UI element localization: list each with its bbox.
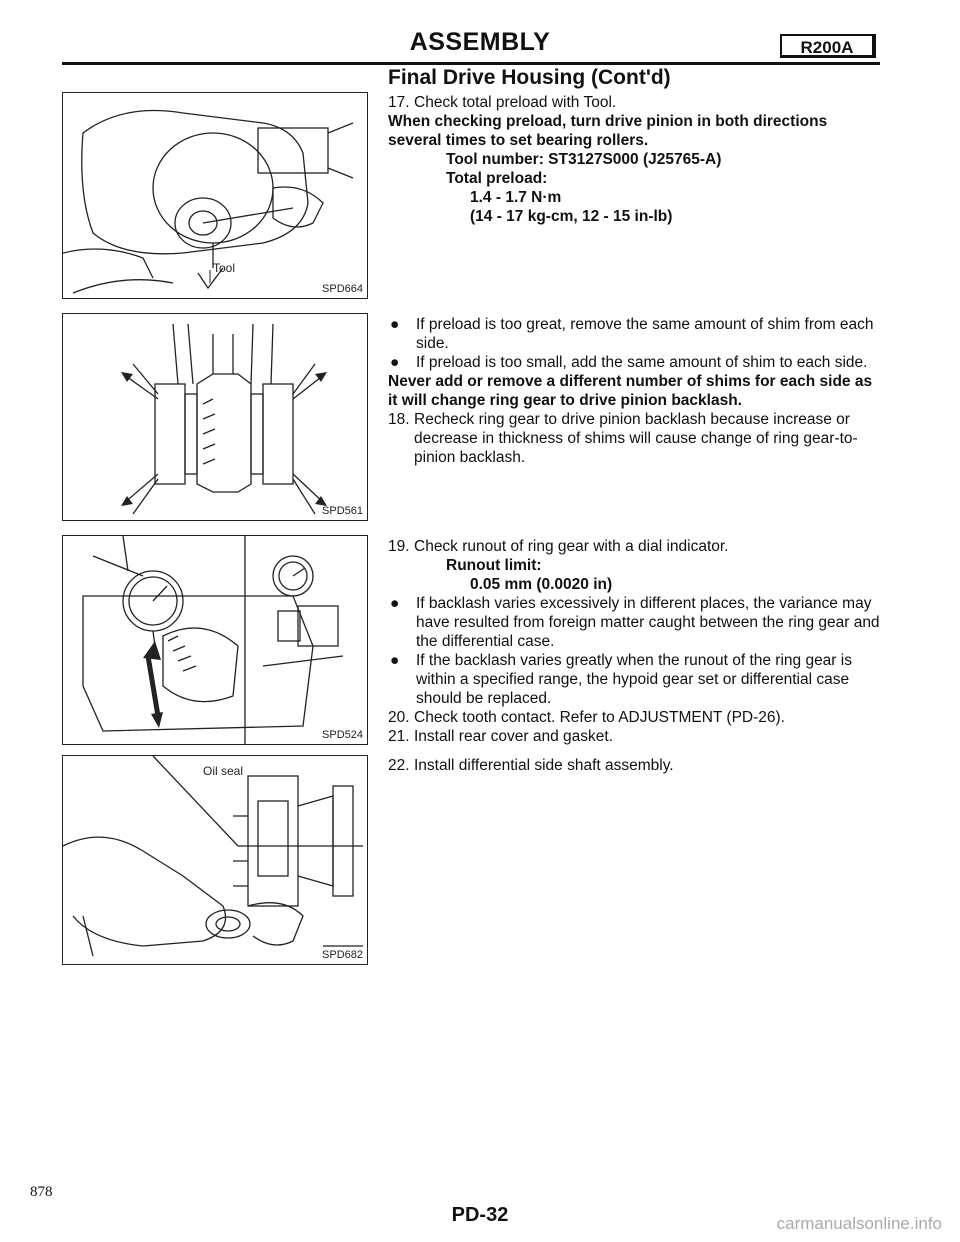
total-preload-value: 1.4 - 1.7 N·m	[470, 189, 562, 206]
step-text: Install rear cover and gasket.	[414, 728, 614, 745]
step-number: 18.	[388, 411, 410, 428]
bullet-dot-icon: ●	[390, 595, 400, 612]
figure-spd561	[62, 313, 368, 521]
figure-spd682	[62, 755, 368, 965]
runout-limit-label: Runout limit:	[446, 557, 542, 574]
shim-adjustment-illustration	[63, 314, 367, 520]
step-17	[388, 93, 880, 112]
step-22	[388, 756, 880, 775]
figure-code: SPD524	[322, 729, 363, 741]
runout-limit-value: 0.05 mm (0.0020 in)	[470, 576, 613, 593]
page-number: 878	[30, 1184, 53, 1200]
figure-code: SPD664	[322, 283, 363, 295]
total-preload-alt: (14 - 17 kg-cm, 12 - 15 in-lb)	[470, 208, 673, 225]
bullet-text: If preload is too small, add the same amount of shim to each side.	[416, 354, 868, 371]
step-number: 22.	[388, 757, 410, 774]
step-text: Check runout of ring gear with a dial indicator.	[414, 538, 729, 555]
bullet-text: If preload is too great, remove the same amount of shim from each side.	[416, 316, 874, 352]
bullet-item	[388, 353, 880, 372]
bullet-dot-icon: ●	[390, 652, 400, 669]
step-number: 21.	[388, 728, 410, 745]
model-badge: R200A	[780, 34, 876, 58]
step-text: Check total preload with Tool.	[414, 94, 617, 111]
tool-number: Tool number: ST3127S000 (J25765-A)	[446, 151, 722, 168]
step-text: Install differential side shaft assembly.	[414, 757, 674, 774]
preload-note: When checking preload, turn drive pinion in both directions several times to set bearing rollers.	[388, 113, 828, 149]
watermark: carmanualsonline.info	[776, 1214, 942, 1233]
bullet-dot-icon: ●	[390, 354, 400, 371]
total-preload-label: Total preload:	[446, 170, 548, 187]
step-19	[388, 537, 880, 556]
dial-indicator-runout-illustration	[63, 536, 367, 744]
bullet-item	[388, 651, 880, 708]
shim-adjustment-block	[388, 315, 880, 467]
bullet-text: If backlash varies excessively in different places, the variance may have resulted from foreign matter caught between the ring gear and the differential case.	[416, 595, 880, 650]
bullet-dot-icon: ●	[390, 316, 400, 333]
figure-label-oil-seal: Oil seal	[203, 764, 244, 778]
figure-spd524	[62, 535, 368, 745]
bullet-text: If the backlash varies greatly when the runout of the ring gear is within a specified range, the hypoid gear set or differential case should be replaced.	[416, 652, 852, 707]
page-header-title: ASSEMBLY	[409, 28, 551, 56]
step-21	[388, 727, 880, 746]
figure-spd664	[62, 92, 368, 299]
step-number: 19.	[388, 538, 410, 555]
side-shaft-block	[388, 756, 880, 775]
bullet-item	[388, 594, 880, 651]
section-title: Final Drive Housing (Cont'd)	[388, 66, 671, 89]
shim-warning: Never add or remove a different number of shims for each side as it will change ring gear to drive pinion backlash.	[388, 373, 873, 409]
page-code: PD-32	[451, 1204, 509, 1226]
step-18	[388, 410, 880, 467]
figure-label-tool: Tool	[213, 261, 236, 275]
runout-block	[388, 537, 880, 746]
figure-code: SPD682	[322, 949, 363, 961]
step-text: Recheck ring gear to drive pinion backlash because increase or decrease in thickness of shims will cause change of ring gear-to-pinion backlash.	[414, 411, 858, 466]
step-text: Check tooth contact. Refer to ADJUSTMENT (PD-26).	[414, 709, 785, 726]
header-rule	[62, 62, 880, 65]
bullet-item	[388, 315, 880, 353]
step-number: 20.	[388, 709, 410, 726]
oil-seal-installation-illustration	[63, 756, 367, 964]
figure-code: SPD561	[322, 505, 363, 517]
step-17-block	[388, 93, 880, 226]
step-20	[388, 708, 880, 727]
step-number: 17.	[388, 94, 410, 111]
